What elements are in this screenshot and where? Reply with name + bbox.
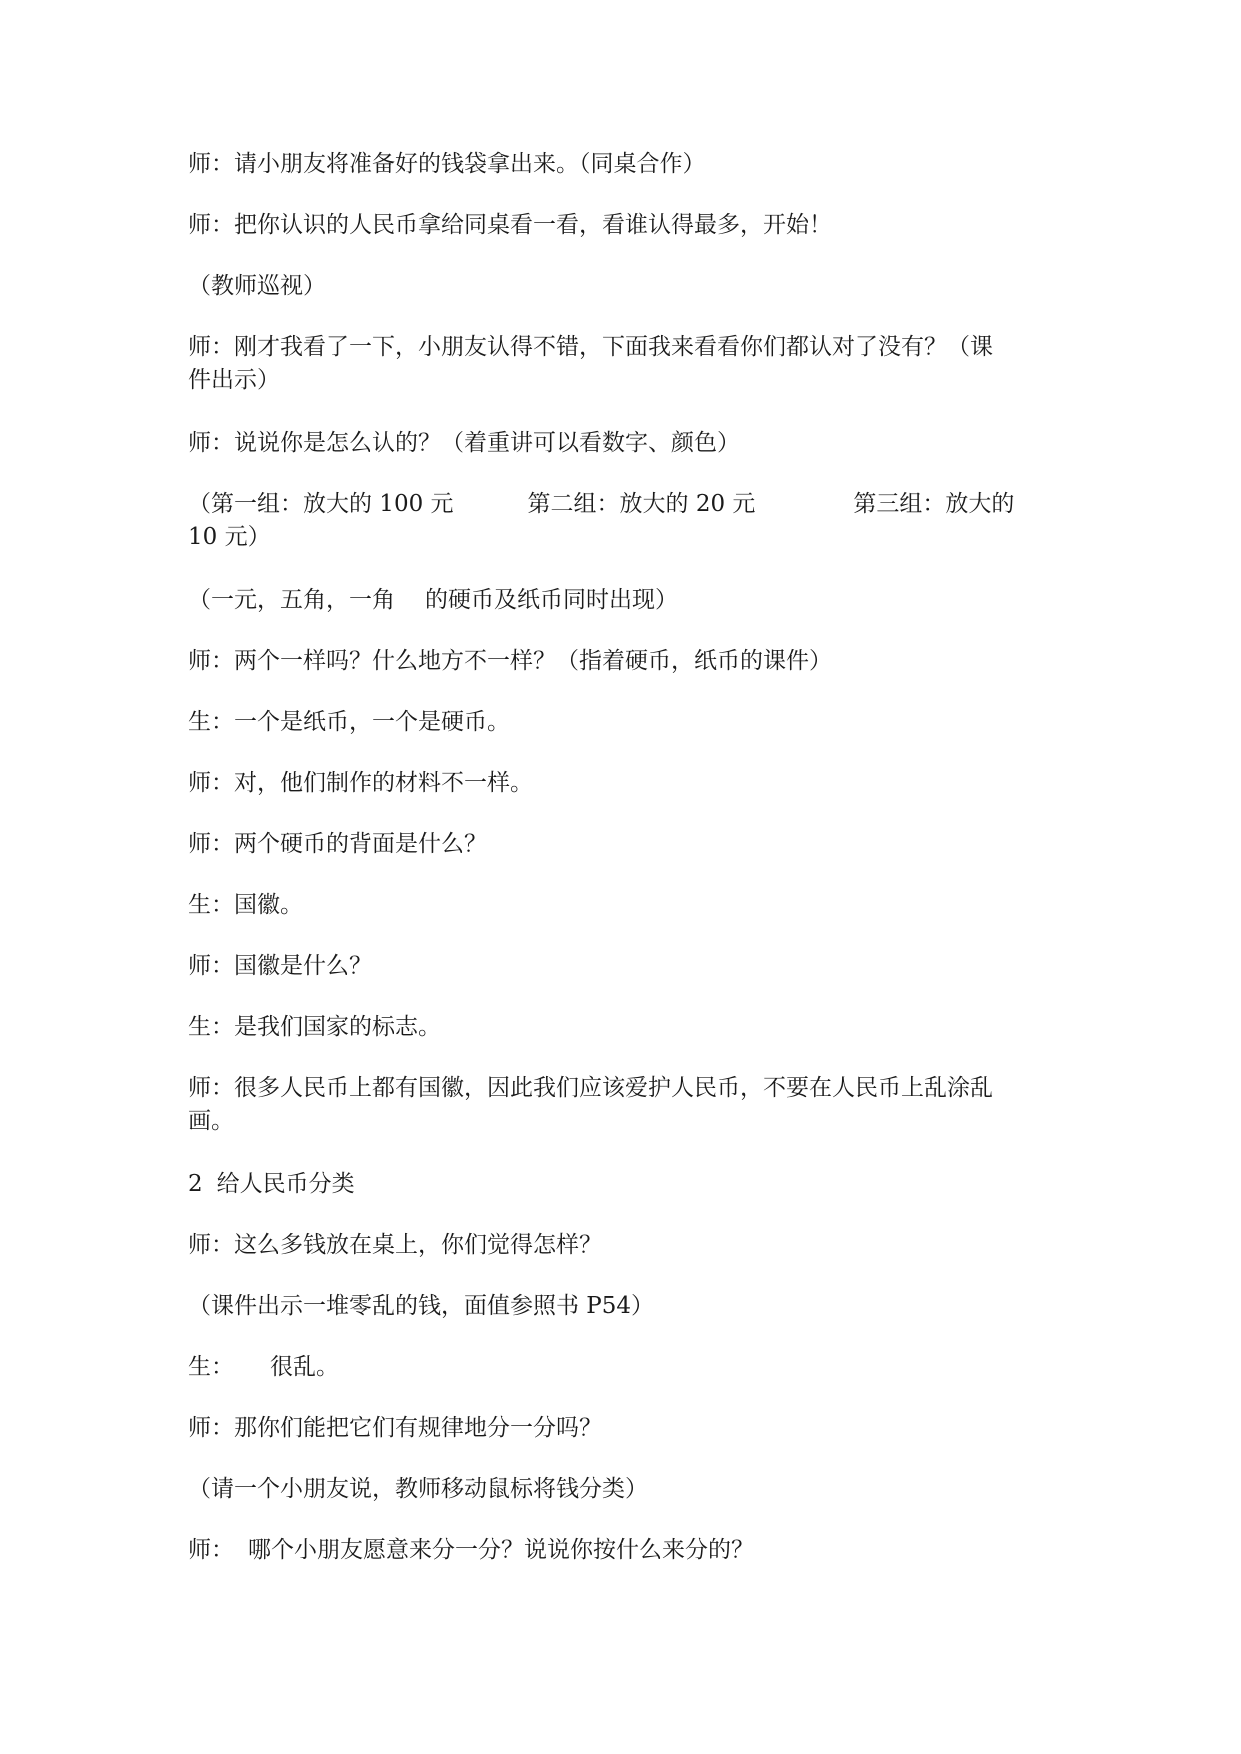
paragraph-4	[188, 331, 1058, 397]
paragraph-20: 师：那你们能把它们有规律地分一分吗？	[188, 1415, 602, 1441]
group-2-text: 第二组：放大的 20 元	[527, 491, 756, 517]
group-1-text: （第一组：放大的 100 元	[188, 491, 454, 517]
section-title: 给人民币分类	[216, 1171, 355, 1197]
paragraph-18: （课件出示一堆零乱的钱，面值参照书 P54）	[188, 1293, 655, 1319]
paragraph-11: 师：两个硬币的背面是什么？	[188, 831, 487, 857]
paragraph-22	[188, 1534, 1058, 1567]
paragraph-22-speaker: 师：	[188, 1537, 234, 1563]
paragraph-19	[188, 1351, 1058, 1384]
paragraph-17: 师：这么多钱放在桌上，你们觉得怎样？	[188, 1232, 602, 1258]
paragraph-7-part-2: 的硬币及纸币同时出现）	[425, 587, 678, 613]
paragraph-15-line-1: 师：很多人民币上都有国徽，因此我们应该爱护人民币，不要在人民币上乱涂乱	[188, 1075, 993, 1101]
paragraph-3: （教师巡视）	[188, 273, 326, 299]
group-3-text: 第三组：放大的	[853, 491, 1015, 517]
paragraph-19-speaker: 生：	[188, 1354, 234, 1380]
paragraph-8: 师：两个一样吗？什么地方不一样？（指着硬币，纸币的课件）	[188, 648, 832, 674]
paragraph-6-line-1	[188, 488, 1058, 521]
paragraph-2: 师：把你认识的人民币拿给同桌看一看，看谁认得最多，开始！	[188, 212, 832, 238]
paragraph-21: （请一个小朋友说，教师移动鼠标将钱分类）	[188, 1476, 648, 1502]
paragraph-4-line-1: 师：刚才我看了一下，小朋友认得不错，下面我来看看你们都认对了没有？（课	[188, 334, 993, 360]
paragraph-19-text: 很乱。	[270, 1354, 339, 1380]
paragraph-15-line-2: 画。	[188, 1108, 234, 1134]
paragraph-15	[188, 1072, 1058, 1138]
paragraph-10: 师：对，他们制作的材料不一样。	[188, 770, 533, 796]
paragraph-6	[188, 488, 1058, 554]
paragraph-1: 师：请小朋友将准备好的钱袋拿出来。（同桌合作）	[188, 151, 706, 177]
paragraph-12: 生：国徽。	[188, 892, 303, 918]
paragraph-7-part-1: （一元，五角，一角	[188, 587, 395, 613]
section-heading	[188, 1168, 1058, 1201]
section-number: 2	[188, 1171, 203, 1197]
paragraph-14: 生：是我们国家的标志。	[188, 1014, 441, 1040]
paragraph-22-text: 哪个小朋友愿意来分一分？说说你按什么来分的？	[248, 1537, 754, 1563]
paragraph-7	[188, 584, 1058, 617]
paragraph-4-line-2: 件出示）	[188, 367, 280, 393]
paragraph-9: 生：一个是纸币，一个是硬币。	[188, 709, 510, 735]
paragraph-6-line-2: 10 元）	[188, 524, 271, 550]
paragraph-5: 师：说说你是怎么认的？（着重讲可以看数字、颜色）	[188, 430, 740, 456]
paragraph-13: 师：国徽是什么？	[188, 953, 372, 979]
